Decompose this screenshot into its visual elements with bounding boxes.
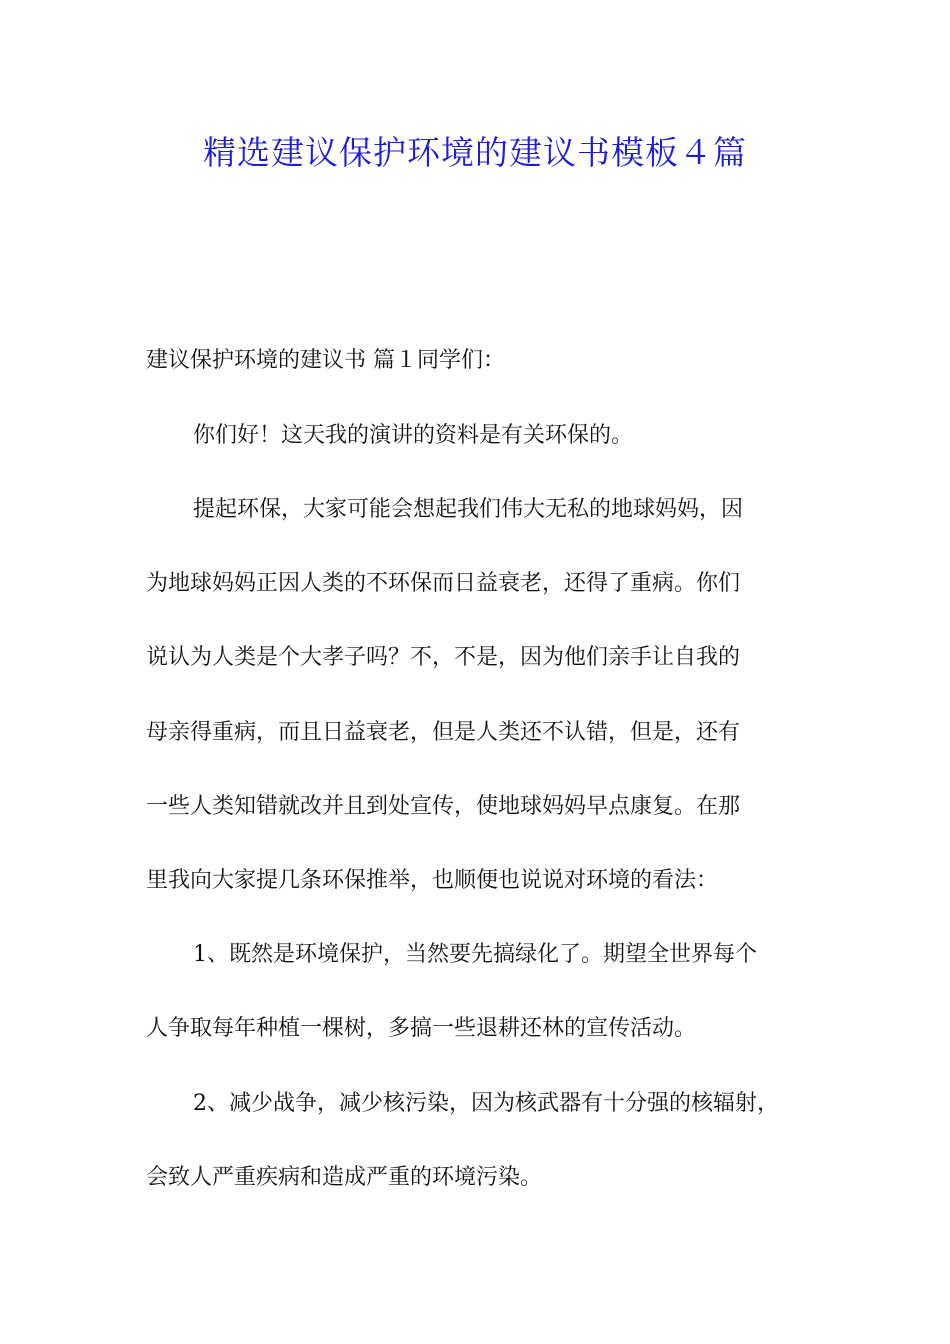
paragraph-line: 一些人类知错就改并且到处宣传，使地球妈妈早点康复。在那	[146, 794, 741, 819]
list-item-line: 1、既然是环境保护，当然要先搞绿化了。期望全世界每个	[193, 942, 757, 967]
paragraph-line: 为地球妈妈正因人类的不环保而日益衰老，还得了重病。你们	[146, 571, 741, 596]
list-item-line: 2、减少战争，减少核污染，因为核武器有十分强的核辐射，	[193, 1091, 779, 1116]
letter-heading-line: 建议保护环境的建议书 篇１同学们：	[146, 348, 505, 373]
paragraph-line: 母亲得重病，而且日益衰老，但是人类还不认错，但是，还有	[146, 720, 741, 745]
paragraph-line: 提起环保，大家可能会想起我们伟大无私的地球妈妈，因	[193, 497, 744, 522]
list-item-line: 人争取每年种植一棵树，多搞一些退耕还林的宣传活动。	[146, 1016, 697, 1041]
list-item-line: 会致人严重疾病和造成严重的环境污染。	[146, 1165, 543, 1190]
greeting-line: 你们好！这天我的演讲的资料是有关环保的。	[193, 423, 634, 448]
document-title: 精选建议保护环境的建议书模板４篇	[203, 133, 747, 172]
paragraph-line: 里我向大家提几条环保推举，也顺便也说说对环境的看法：	[146, 868, 719, 893]
paragraph-line: 说认为人类是个大孝子吗？不，不是，因为他们亲手让自我的	[146, 645, 741, 670]
